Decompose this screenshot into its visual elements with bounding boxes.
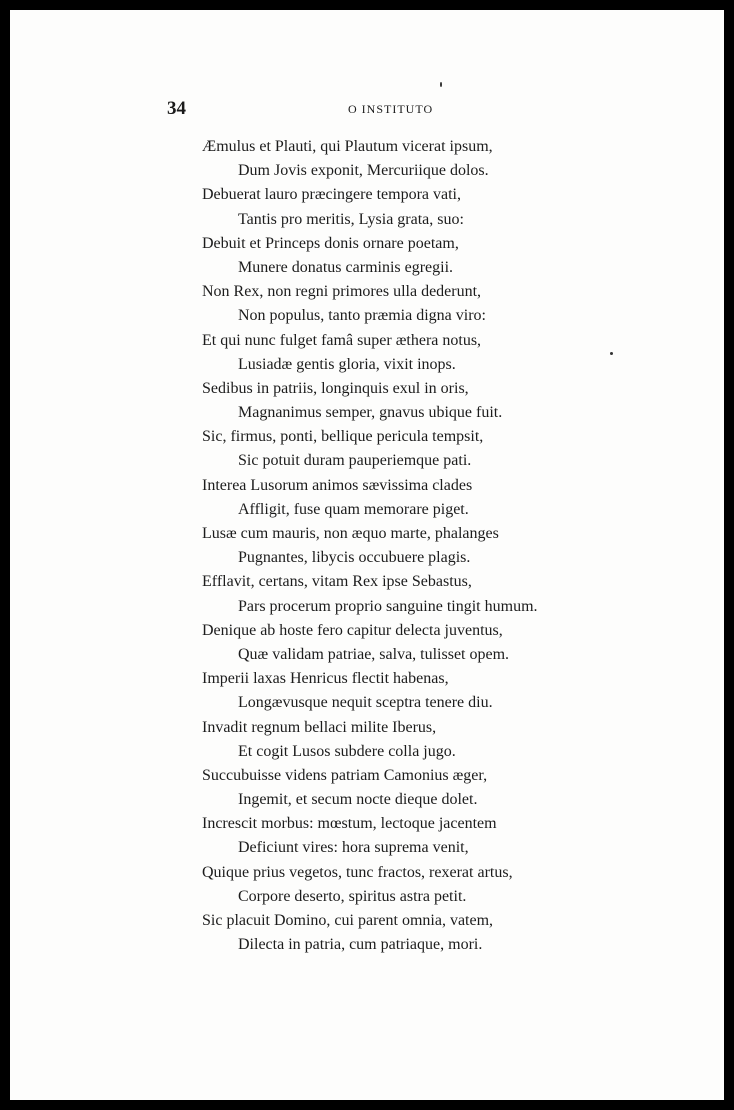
poem-line: Imperii laxas Henricus flectit habenas, [202, 670, 449, 688]
poem-line: Denique ab hoste fero capitur delecta juventus, [202, 621, 503, 639]
poem-line: Debuerat lauro præcingere tempora vati, [202, 186, 461, 204]
poem-line: Efflavit, certans, vitam Rex ipse Sebastus, [202, 573, 472, 591]
poem-line: Et cogit Lusos subdere colla jugo. [238, 742, 456, 760]
poem-line: Sedibus in patriis, longinquis exul in oris, [202, 379, 469, 397]
poem-line: Increscit morbus: mœstum, lectoque jacentem [202, 815, 497, 833]
poem-line: Quique prius vegetos, tunc fractos, rexerat artus, [202, 863, 513, 881]
poem-line: Dilecta in patria, cum patriaque, mori. [238, 936, 483, 954]
poem-line: Sic placuit Domino, cui parent omnia, vatem, [202, 912, 494, 929]
ink-speck [440, 82, 442, 87]
poem-line: Interea Lusorum animos sævissima clades [202, 476, 473, 494]
poem-line: Ingemit, et secum nocte dieque dolet. [238, 791, 478, 809]
poem-line: Longævusque nequit sceptra tenere diu. [238, 694, 493, 712]
poem-line: Æmulus et Plauti, qui Plautum vicerat ipsum, [202, 138, 493, 155]
poem-line: Lusiadæ gentis gloria, vixit inops. [238, 355, 456, 373]
poem-line: Corpore deserto, spiritus astra petit. [238, 887, 467, 905]
page-number: 34 [167, 98, 186, 119]
book-page [10, 10, 724, 1100]
poem-line: Munere donatus carminis egregii. [238, 258, 454, 276]
poem-line: Succubuisse videns patriam Camonius æger, [202, 766, 488, 784]
poem-line: Non populus, tanto præmia digna viro: [238, 307, 486, 325]
poem-line: Sic potuit duram pauperiemque pati. [238, 452, 472, 470]
poem-line: Debuit et Princeps donis ornare poetam, [202, 234, 459, 252]
poem-line: Et qui nunc fulget famâ super æthera notus, [202, 331, 482, 349]
poem-line: Tantis pro meritis, Lysia grata, suo: [238, 210, 464, 228]
poem-line: Pugnantes, libycis occubuere plagis. [238, 549, 471, 567]
poem-line: Dum Jovis exponit, Mercuriique dolos. [238, 162, 489, 180]
poem-line: Pars procerum proprio sanguine tingit humum. [238, 597, 538, 615]
poem-line: Lusæ cum mauris, non æquo marte, phalanges [202, 525, 499, 542]
poem-line: Affligit, fuse quam memorare piget. [238, 500, 469, 518]
page-header [10, 98, 724, 128]
poem-line: Deficiunt vires: hora suprema venit, [238, 839, 469, 857]
poem-line: Invadit regnum bellaci milite Iberus, [202, 718, 437, 736]
poem-line: Quæ validam patriae, salva, tulisset opem. [238, 645, 510, 663]
poem-line: Magnanimus semper, gnavus ubique fuit. [238, 404, 503, 422]
poem-line: Sic, firmus, ponti, bellique pericula tempsit, [202, 428, 484, 446]
running-title: O INSTITUTO [348, 102, 434, 116]
poem-line: Non Rex, non regni primores ulla dederunt, [202, 283, 482, 301]
poem-body [202, 135, 702, 957]
